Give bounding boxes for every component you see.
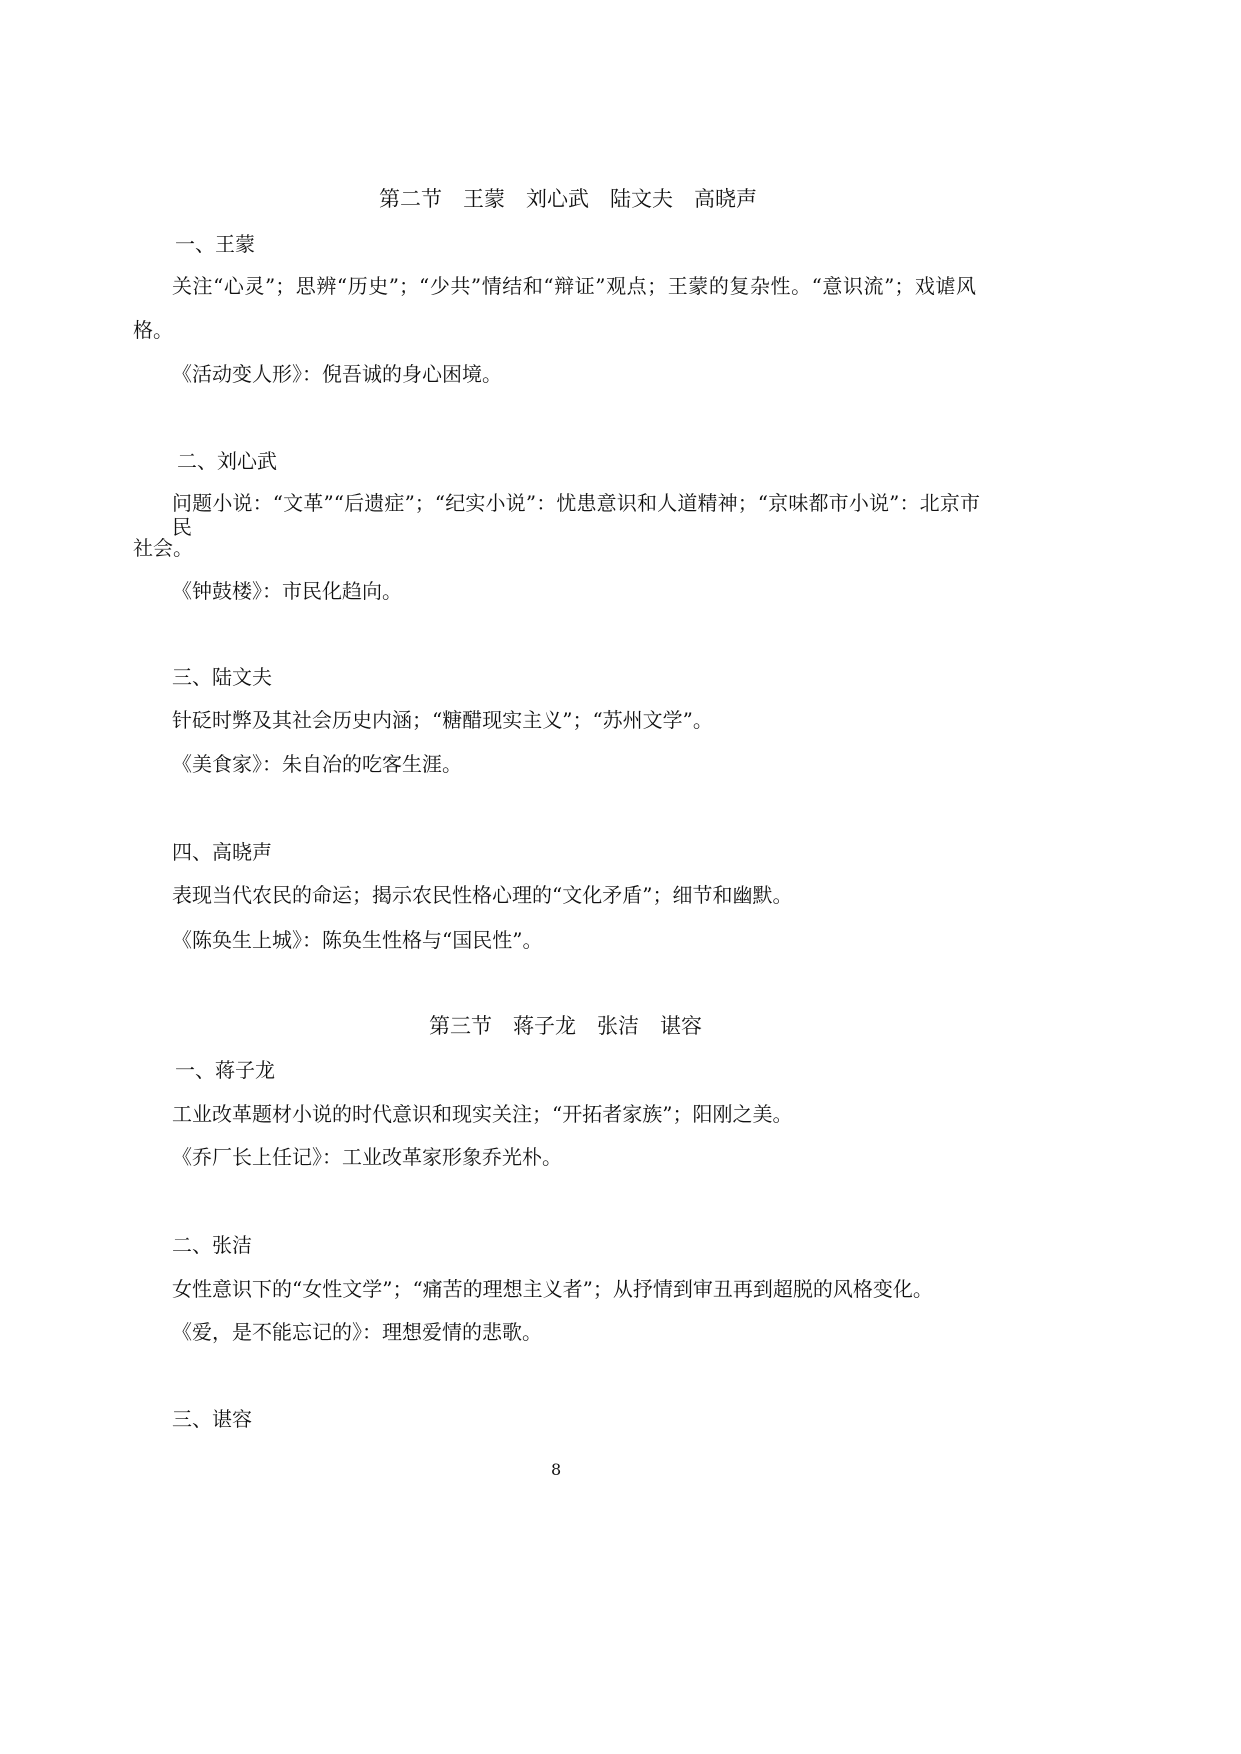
work-note: 《爱，是不能忘记的》：理想爱情的悲歌。 — [172, 1320, 542, 1344]
work-note: 《钟鼓楼》：市民化趋向。 — [172, 579, 402, 603]
section-heading: 一、王蒙 — [175, 232, 255, 256]
body-text: 工业改革题材小说的时代意识和现实关注；“开拓者家族”；阳刚之美。 — [172, 1102, 793, 1126]
section-heading: 三、谌容 — [172, 1407, 252, 1431]
body-text: 问题小说：“文革”“后遗症”；“纪实小说”：忧患意识和人道精神；“京味都市小说”：北京市民 — [172, 491, 980, 539]
body-text: 关注“心灵”；思辨“历史”；“少共”情结和“辩证”观点；王蒙的复杂性。“意识流”；戏谑风 — [172, 274, 976, 298]
work-note: 《活动变人形》：倪吾诚的身心困境。 — [172, 362, 502, 386]
section-title: 第二节 王蒙 刘心武 陆文夫 高晓声 — [379, 187, 757, 211]
section-title: 第三节 蒋子龙 张洁 谌容 — [429, 1014, 702, 1038]
section-heading: 三、陆文夫 — [172, 665, 272, 689]
work-note: 《乔厂长上任记》：工业改革家形象乔光朴。 — [172, 1145, 562, 1169]
page-number: 8 — [551, 1460, 562, 1479]
body-text: 针砭时弊及其社会历史内涵；“糖醋现实主义”；“苏州文学”。 — [172, 708, 713, 732]
section-heading: 二、张洁 — [172, 1233, 252, 1257]
work-note: 《美食家》：朱自冶的吃客生涯。 — [172, 752, 462, 776]
body-text: 社会。 — [133, 536, 193, 560]
body-text: 格。 — [133, 318, 173, 342]
section-heading: 二、刘心武 — [177, 449, 277, 473]
work-note: 《陈奂生上城》：陈奂生性格与“国民性”。 — [172, 928, 543, 952]
body-text: 表现当代农民的命运；揭示农民性格心理的“文化矛盾”；细节和幽默。 — [172, 883, 793, 907]
section-heading: 四、高晓声 — [172, 840, 272, 864]
body-text: 女性意识下的“女性文学”；“痛苦的理想主义者”；从抒情到审丑再到超脱的风格变化。 — [172, 1277, 933, 1301]
section-heading: 一、蒋子龙 — [175, 1058, 275, 1082]
